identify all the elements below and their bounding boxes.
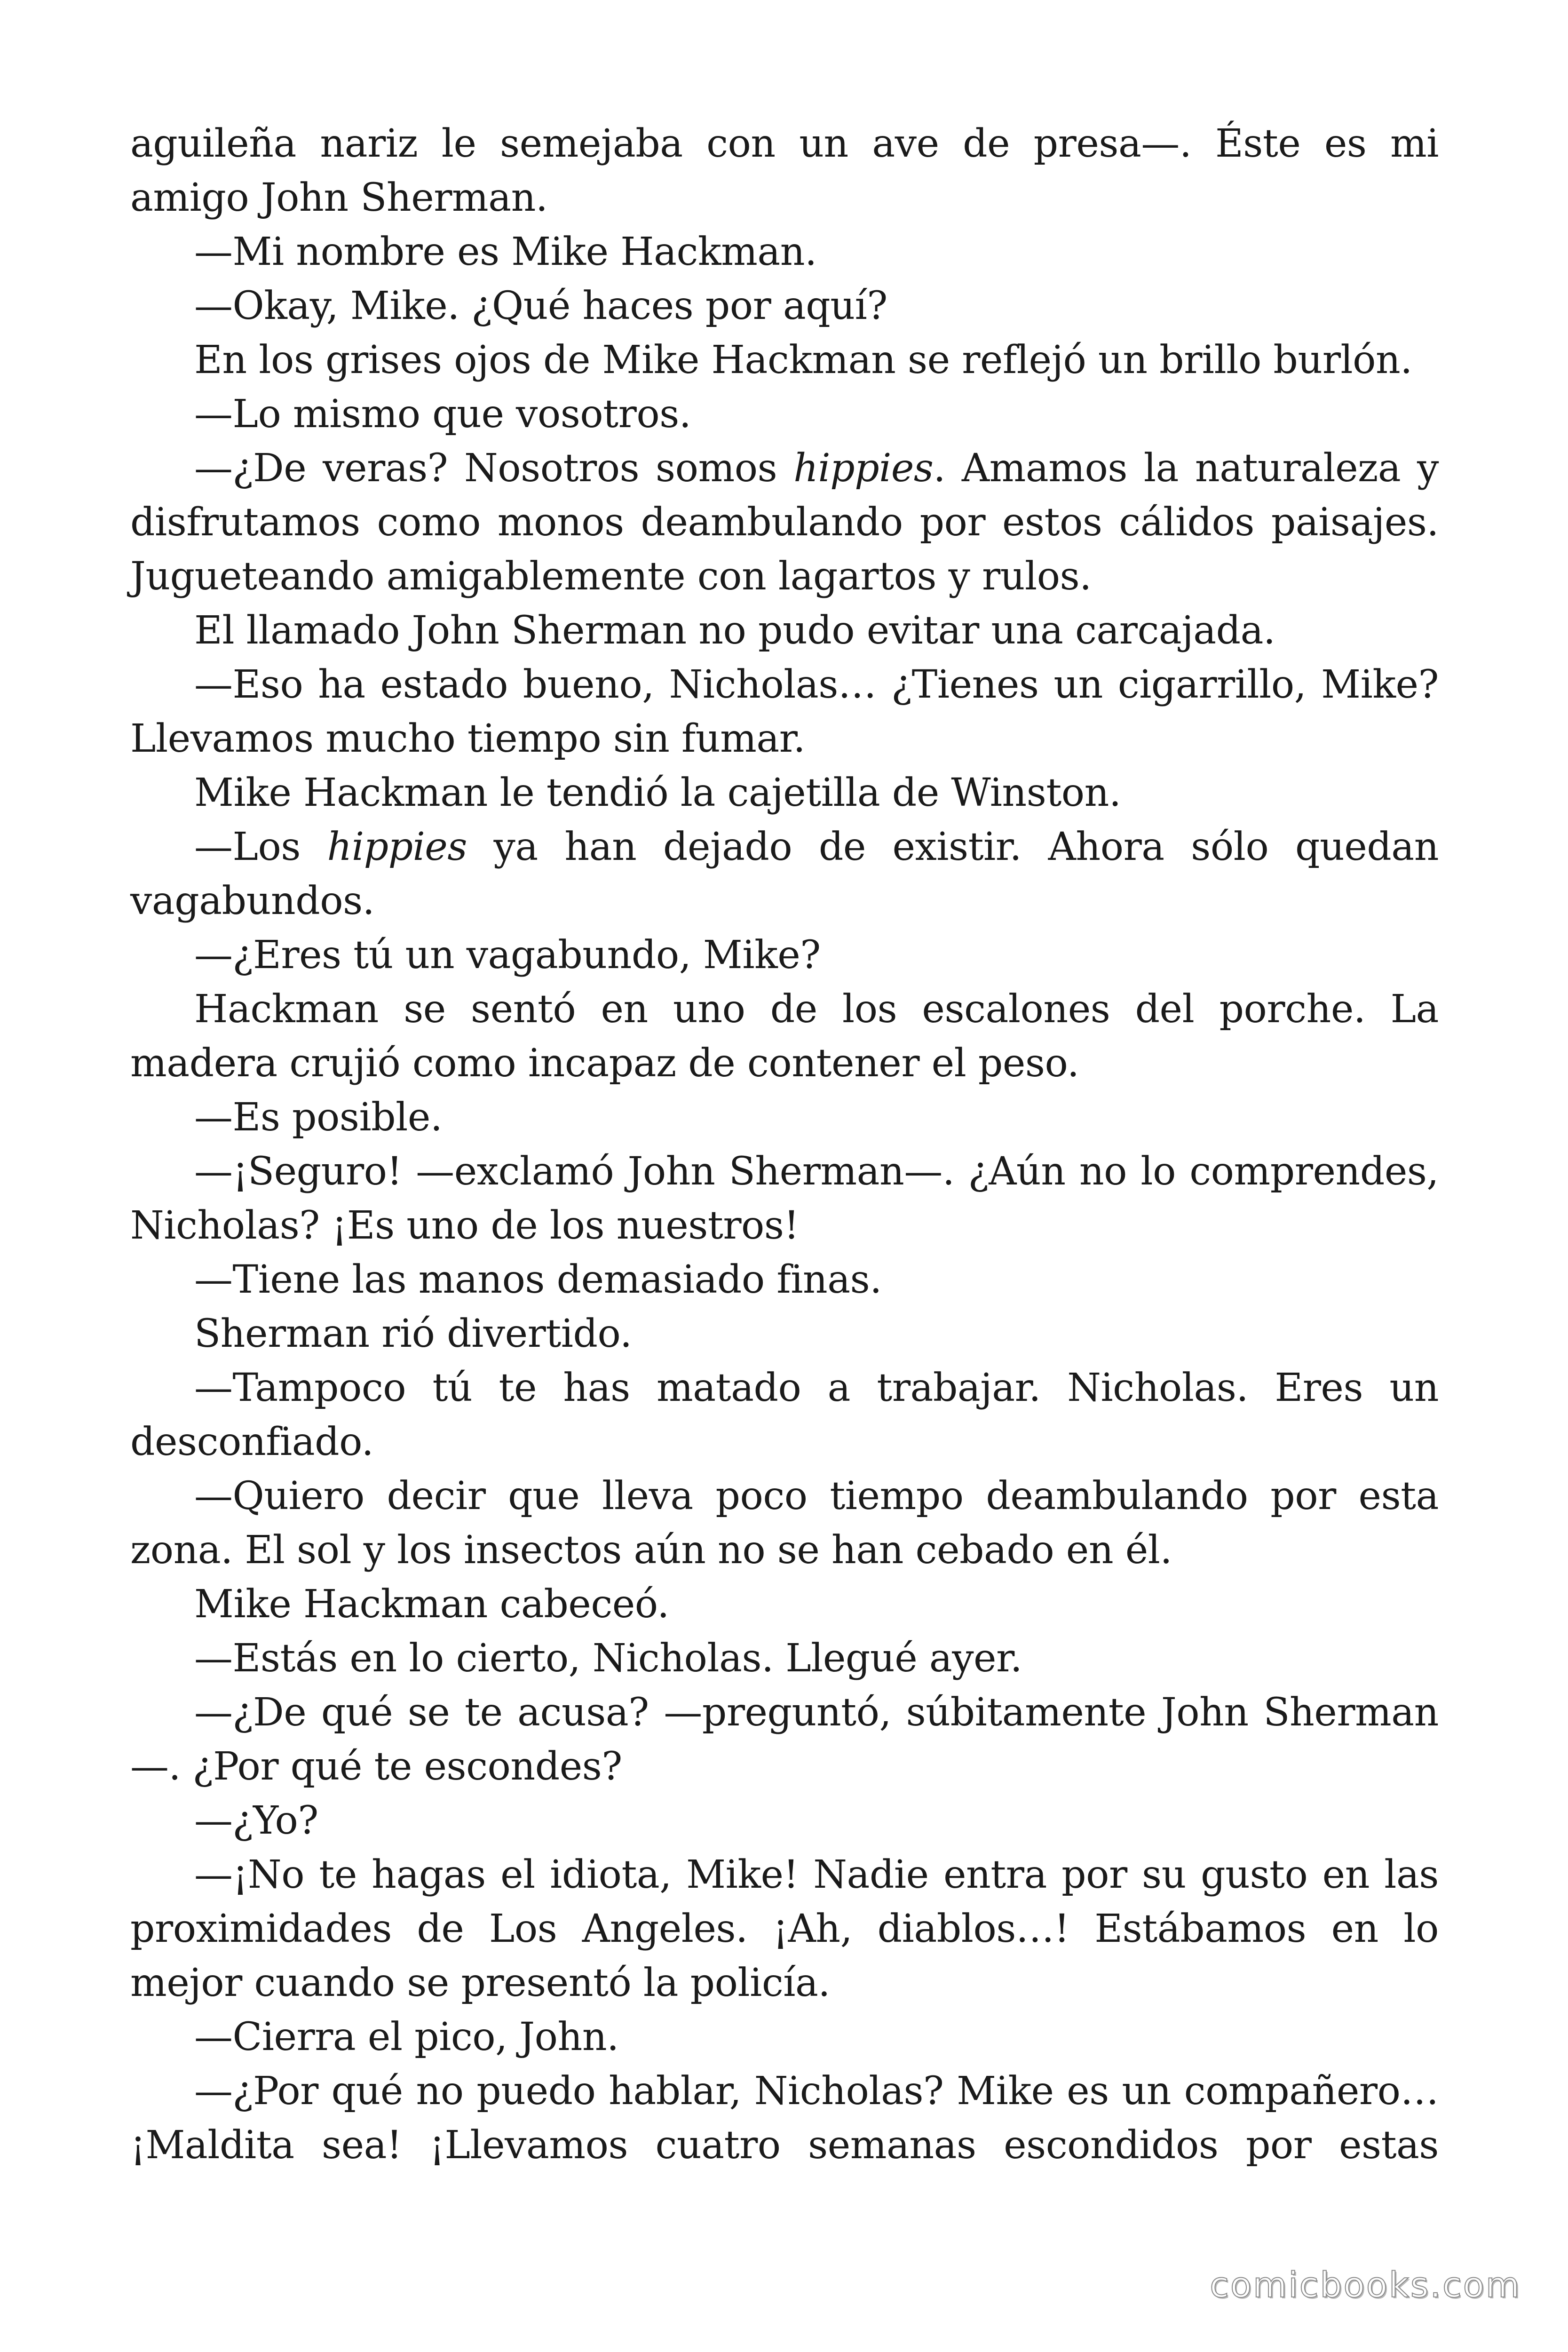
text-run: —Eso ha estado bueno, Nicholas… ¿Tienes un cigarrillo, Mike? Llevamos mucho tiempo sin fumar. (130, 662, 1439, 761)
text-run: . Amamos la naturaleza y disfrutamos como monos deambulando por estos cálidos paisajes. Jugueteando amigablemente con lagartos y rulos. (130, 446, 1439, 599)
paragraph (130, 441, 1439, 604)
paragraph (130, 820, 1439, 928)
site-watermark: comicbooks.com (1210, 2265, 1521, 2305)
text-run: —Es posible. (194, 1095, 443, 1140)
italic-text: hippies (327, 825, 467, 869)
paragraph (130, 1631, 1439, 1685)
paragraph (130, 1685, 1439, 1794)
paragraph (130, 1090, 1439, 1144)
text-run: —Okay, Mike. ¿Qué haces por aquí? (194, 284, 887, 328)
text-run: —Estás en lo cierto, Nicholas. Llegué ayer. (194, 1636, 1022, 1681)
paragraph (130, 1469, 1439, 1577)
text-run: —¿Por qué no puedo hablar, Nicholas? Mike es un compañero… ¡Maldita sea! ¡Llevamos cuatro semanas escondidos por estas (130, 2069, 1439, 2168)
text-run: El llamado John Sherman no pudo evitar una carcajada. (194, 608, 1275, 653)
text-run: Mike Hackman cabeceó. (194, 1582, 669, 1627)
text-run: —Cierra el pico, John. (194, 2015, 619, 2059)
paragraph (130, 1253, 1439, 1307)
paragraph (130, 1848, 1439, 2010)
text-run: —Los (194, 825, 327, 869)
text-run: —¿De veras? Nosotros somos (194, 446, 794, 491)
text-run: Sherman rió divertido. (194, 1311, 632, 1356)
paragraph (130, 1794, 1439, 1848)
paragraph (130, 658, 1439, 766)
text-run: —¿Eres tú un vagabundo, Mike? (194, 933, 821, 977)
paragraph (130, 225, 1439, 279)
paragraph (130, 117, 1439, 225)
paragraph (130, 1307, 1439, 1361)
paragraph (130, 1144, 1439, 1253)
book-page-text (130, 117, 1439, 2172)
text-run: En los grises ojos de Mike Hackman se reflejó un brillo burlón. (194, 338, 1412, 382)
paragraph (130, 279, 1439, 333)
paragraph (130, 1361, 1439, 1469)
text-run: —¡No te hagas el idiota, Mike! Nadie entra por su gusto en las proximidades de Los Angeles. ¡Ah, diablos…! Estábamos en lo mejor cuando se presentó la policía. (130, 1852, 1439, 2005)
text-run: —Mi nombre es Mike Hackman. (194, 230, 817, 274)
paragraph (130, 1577, 1439, 1631)
paragraph (130, 928, 1439, 982)
paragraph (130, 2064, 1439, 2172)
text-run: —Tiene las manos demasiado finas. (194, 1257, 882, 1302)
paragraph (130, 2010, 1439, 2064)
text-run: Hackman se sentó en uno de los escalones del porche. La madera crujió como incapaz de contener el peso. (130, 987, 1439, 1086)
paragraph (130, 766, 1439, 820)
text-run: —¡Seguro! —exclamó John Sherman—. ¿Aún no lo comprendes, Nicholas? ¡Es uno de los nuestros! (130, 1149, 1439, 1248)
text-run: ya han dejado de existir. Ahora sólo quedan vagabundos. (130, 825, 1439, 923)
text-run: —Lo mismo que vosotros. (194, 392, 691, 437)
text-run: —¿De qué se te acusa? —preguntó, súbitamente John Sherman —. ¿Por qué te escondes? (130, 1690, 1439, 1789)
paragraph (130, 387, 1439, 441)
text-run: —Tampoco tú te has matado a trabajar. Nicholas. Eres un desconfiado. (130, 1366, 1439, 1464)
italic-text: hippies (793, 446, 934, 491)
text-run: —Quiero decir que lleva poco tiempo deambulando por esta zona. El sol y los insectos aún no se han cebado en él. (130, 1474, 1439, 1573)
paragraph (130, 604, 1439, 658)
text-run: Mike Hackman le tendió la cajetilla de Winston. (194, 771, 1121, 815)
text-run: aguileña nariz le semejaba con un ave de presa—. Éste es mi amigo John Sherman. (130, 121, 1439, 220)
text-run: —¿Yo? (194, 1798, 318, 1843)
paragraph (130, 333, 1439, 387)
paragraph (130, 982, 1439, 1090)
